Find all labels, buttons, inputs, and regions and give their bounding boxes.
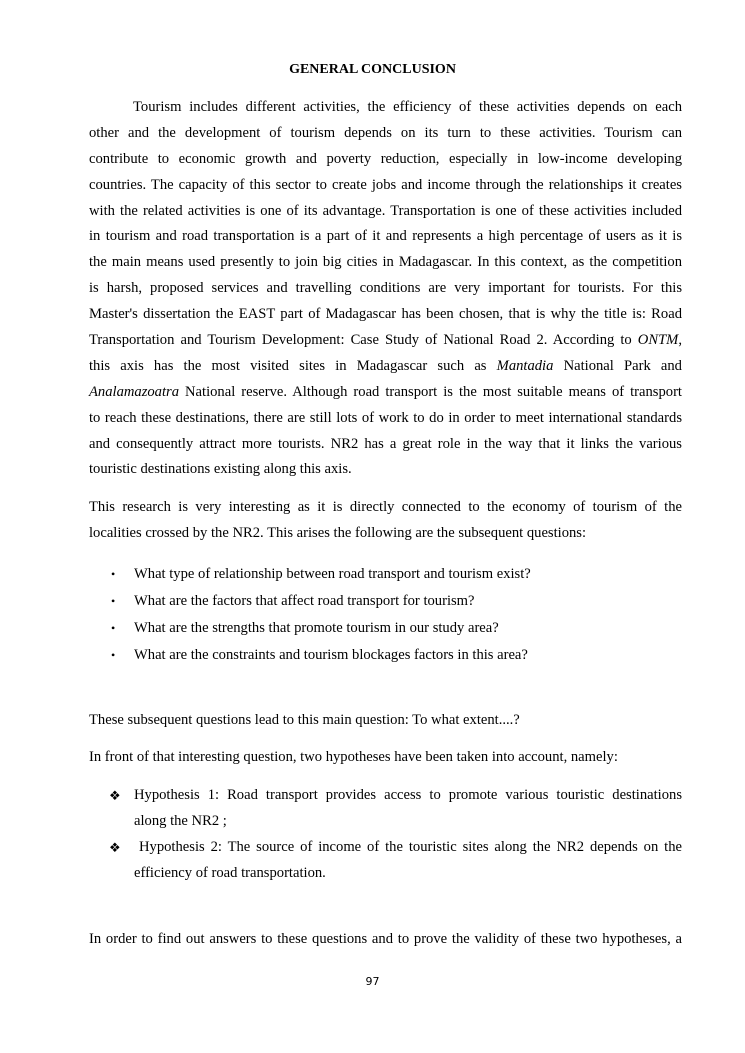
question-text: What type of relationship between road transport and tourism exist? — [134, 566, 531, 582]
text-segment: this axis has the most visited sites in Madagascar such as — [89, 357, 497, 374]
bullet-icon: • — [111, 567, 116, 581]
conclusion-paragraph-1 — [89, 95, 682, 483]
final-text-line: In order to find out answers to these questions and to prove the validity of these two hypotheses, a — [89, 931, 682, 947]
text-line: other and the development of tourism depends on its turn to these activities. Tourism can — [89, 124, 682, 141]
bullet-icon: • — [111, 594, 116, 608]
italic-term-ontm: ONTM — [637, 332, 679, 349]
text-line: Tourism includes different activities, the efficiency of these activities depends on each — [133, 99, 682, 115]
text-segment: National Park and — [553, 357, 682, 374]
hypothesis-text: Hypothesis 1: Road transport provides access to promote various touristic destinations — [134, 787, 682, 803]
page-title: GENERAL CONCLUSION — [289, 62, 456, 77]
text-line — [89, 380, 682, 406]
diamond-bullet-icon: ❖ — [109, 840, 121, 855]
diamond-bullet-icon: ❖ — [109, 788, 121, 803]
question-text: What are the constraints and tourism blockages factors in this area? — [134, 647, 528, 663]
bullet-icon: • — [111, 648, 116, 662]
text-line: and consequently attract more tourists. NR2 has a great role in the way that it links the various — [89, 435, 682, 452]
hypothesis-text: Hypothesis 2: The source of income of the touristic sites along the NR2 depends on the — [139, 839, 682, 855]
question-text: What are the factors that affect road transport for tourism? — [134, 593, 475, 609]
main-question-text: These subsequent questions lead to this main question: To what extent....? — [89, 712, 520, 728]
text-line: touristic destinations existing along this axis. — [89, 461, 352, 478]
text-line: localities crossed by the NR2. This arises the following are the subsequent questions: — [89, 524, 587, 541]
text-segment: National reserve. Although road transport is the most suitable means of transport — [179, 383, 682, 400]
text-line: Master's dissertation the EAST part of Madagascar has been chosen, that is why the title is: Road — [89, 306, 682, 323]
text-line: in tourism and road transportation is a part of it and represents a high percentage of users as it is — [89, 228, 682, 245]
conclusion-paragraph-2 — [89, 495, 682, 547]
hypotheses-intro-text: In front of that interesting question, two hypotheses have been taken into account, namely: — [89, 749, 618, 765]
text-line: to reach these destinations, there are still lots of work to do in order to meet international standards — [89, 409, 682, 426]
text-line: with the related activities is one of its advantage. Transportation is one of these activities included — [89, 202, 682, 219]
italic-term-mantadia: Mantadia — [496, 357, 554, 374]
text-line: is harsh, proposed services and travelling conditions are very important for tourists. For this — [89, 280, 682, 297]
text-segment: , — [678, 332, 682, 349]
list-item — [89, 615, 682, 642]
list-item — [89, 642, 682, 669]
text-line — [89, 354, 682, 380]
question-text: What are the strengths that promote tourism in our study area? — [134, 620, 499, 636]
italic-term-analamazoatra: Analamazoatra — [89, 383, 179, 400]
text-line — [89, 328, 682, 354]
page-number: 97 — [365, 975, 380, 988]
text-line: This research is very interesting as it is directly connected to the economy of tourism of the — [89, 499, 682, 515]
hypothesis-text: efficiency of road transportation. — [134, 864, 326, 881]
text-line: countries. The capacity of this sector to create jobs and income through the relationships it creates — [89, 176, 682, 193]
hypothesis-text: along the NR2 ; — [134, 812, 227, 829]
bullet-icon: • — [111, 621, 116, 635]
list-item — [89, 561, 682, 588]
text-line: the main means used presently to join big cities in Madagascar. In this context, as the competition — [89, 254, 682, 271]
text-segment: Transportation and Tourism Development: Case Study of National Road 2. According to — [89, 332, 638, 349]
list-item — [89, 588, 682, 615]
text-line: contribute to economic growth and poverty reduction, especially in low-income developing — [89, 150, 682, 167]
